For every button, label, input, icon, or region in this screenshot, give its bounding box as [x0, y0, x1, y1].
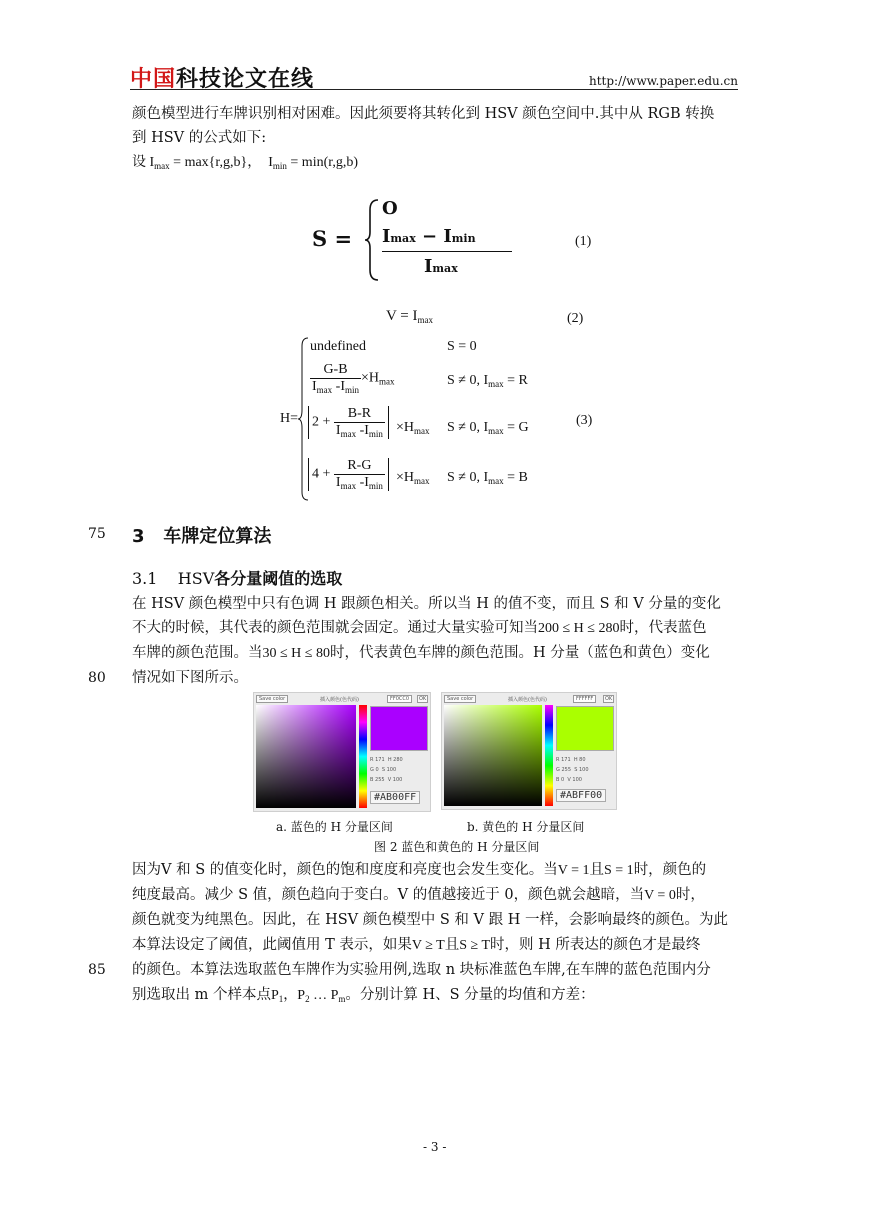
rgb-hsv-fields[interactable]: R 171 H 80 G 255 S 100 B 0 V 100: [556, 757, 589, 783]
eq1-case1: O: [382, 198, 398, 219]
eq3-row1-expr: undefined: [310, 339, 366, 354]
ok-button[interactable]: OK: [605, 696, 613, 702]
intro-line-3: 设 $I_{max} = \max\{r,g,b\}$， $I_{min} = \min(r,g,b)$: [132, 155, 359, 171]
hex-value-field[interactable]: #ABFF00: [556, 789, 606, 802]
para-after-line-6: 别选取出 m 个样本点$P_1$，$P_2$ … $P_m$。分别计算 H、S 分量的均值和方差：: [132, 987, 595, 1004]
eq3-row4-cond: S ≠ 0, $I_{max} = B$: [447, 470, 528, 486]
eq1-denominator: Imax: [424, 256, 458, 277]
line-number-80: 80: [88, 670, 106, 686]
hex-value-field[interactable]: #AB00FF: [370, 791, 420, 804]
para-after-line-5: 的颜色。本算法选取蓝色车牌作为实验用例,选取 n 块标准蓝色车牌,在车牌的蓝色范围内分: [132, 962, 711, 978]
header-url[interactable]: http://www.paper.edu.cn: [588, 74, 738, 88]
page-number: - 3 -: [423, 1140, 447, 1154]
ok-button[interactable]: OK: [419, 696, 427, 702]
color-code-input[interactable]: FFFFFF: [573, 695, 596, 703]
para-after-line-2: 纯度最高。减少 S 值，颜色趋向于变白。V 的值越接近于 0，颜色就会越暗，当V = 0时，: [132, 887, 705, 903]
equation-1: [312, 196, 532, 286]
logo-red-text: 中国: [130, 67, 177, 92]
para-after-line-1: 因为V 和 S 的值变化时，颜色的饱和度度和亮度也会发生变化。当V = 1且S = 1时，颜色的: [132, 862, 707, 878]
line-number-75: 75: [88, 526, 106, 542]
color-code-input[interactable]: FF0CC0: [387, 695, 412, 703]
rgb-hsv-fields[interactable]: R 171 H 280 G 0 S 100 B 255 V 100: [370, 757, 403, 783]
saturation-value-area[interactable]: [256, 705, 356, 808]
section-3-1-heading: 3.1 HSV各分量阈值的选取: [132, 569, 343, 588]
imax-def: = max{r,g,b}，: [173, 155, 262, 170]
intro-line-1: 颜色模型进行车牌识别相对困难。因此须要将其转化到 HSV 颜色空间中.其中从 RGB 转换: [132, 106, 715, 122]
eq3-label: (3): [576, 413, 593, 428]
para31-line-3: 车牌的颜色范围。当30 ≤ H ≤ 80时，代表黄色车牌的颜色范围。H 分量（蓝色和黄色）变化: [132, 645, 710, 661]
eq2-label: (2): [567, 311, 584, 326]
imin-def: = min(r,g,b): [290, 155, 359, 170]
para31-line-4: 情况如下图所示。: [132, 670, 248, 686]
para31-line-2: 不大的时候，其代表的颜色范围就会固定。通过大量实验可知当200 ≤ H ≤ 280时，代表蓝色: [132, 620, 707, 636]
para-after-line-4: 本算法设定了阈值，此阈值用 T 表示，如果V ≥ T且S ≥ T时，则 H 所表达的颜色才是最终: [132, 937, 701, 953]
eq3-row4-times: $\times H_{max}$: [396, 470, 430, 486]
eq3-row3-cond: S ≠ 0, $I_{max} = G$: [447, 420, 529, 436]
color-picker-yellow: [441, 692, 617, 810]
picker-title: 插入颜色(色代码): [320, 697, 359, 703]
eq1-brace: [364, 198, 380, 282]
line-number-85: 85: [88, 962, 106, 978]
color-preview-swatch: [556, 706, 614, 751]
save-color-button[interactable]: Save color: [444, 695, 476, 703]
eq3-row3-times: $\times H_{max}$: [396, 420, 430, 436]
eq1-numerator: Imax − Imin: [382, 226, 476, 247]
color-picker-blue: [253, 692, 431, 812]
hue-slider[interactable]: [359, 705, 367, 808]
save-color-button[interactable]: Save color: [256, 695, 288, 703]
color-preview-swatch: [370, 706, 428, 751]
hue-slider[interactable]: [545, 705, 553, 806]
section-3-heading: 3 车牌定位算法: [132, 526, 272, 547]
eq1-label: (1): [575, 234, 592, 249]
para-after-line-3: 颜色就变为纯黑色。因此，在 HSV 颜色模型中 S 和 V 跟 H 一样，会影响最终的颜色。为此: [132, 912, 728, 928]
intro-prefix: 设: [132, 155, 146, 170]
eq3-row3: 2 + $\frac{B-R}{I_{max} -I_{min}}$: [308, 406, 389, 439]
header-rule: [130, 89, 738, 90]
subcaption-a: a. 蓝色的 H 分量区间: [276, 820, 393, 834]
logo-black-text: 科技论文在线: [176, 67, 315, 92]
eq1-lhs: S =: [312, 226, 353, 251]
equation-3: [280, 336, 580, 506]
equation-2: $V = I_{max}$: [386, 308, 434, 325]
eq3-row4: 4 + $\frac{R-G}{I_{max} -I_{min}}$: [308, 458, 389, 491]
intro-line-2: 到 HSV 的公式如下:: [132, 130, 267, 146]
eq1-fraction-bar: [382, 251, 512, 252]
subcaption-b: b. 黄色的 H 分量区间: [467, 820, 585, 834]
picker-title: 插入颜色(色代码): [508, 697, 547, 703]
figure-caption: 图 2 蓝色和黄色的 H 分量区间: [374, 840, 540, 854]
eq3-row2: $\frac{G-B}{I_{max} -I_{min}}$ $\times H_{max}$: [312, 362, 395, 395]
eq3-row2-cond: S ≠ 0, $I_{max} = R$: [447, 373, 528, 389]
para31-line-1: 在 HSV 颜色模型中只有色调 H 跟颜色相关。所以当 H 的值不变，而且 S 和 V 分量的变化: [132, 596, 721, 612]
eq3-lhs: H=: [280, 411, 299, 426]
eq3-row1-cond: S = 0: [447, 339, 477, 354]
saturation-value-area[interactable]: [444, 705, 542, 806]
